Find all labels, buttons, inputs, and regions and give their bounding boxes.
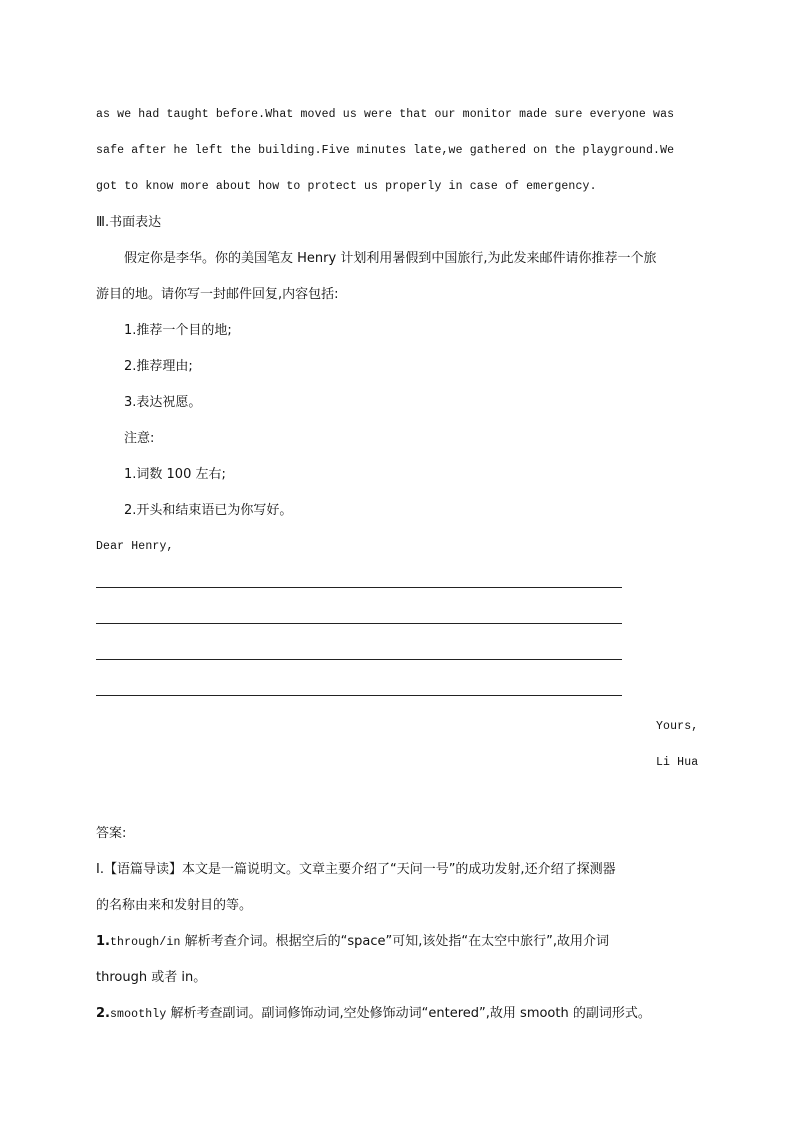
answer-line bbox=[96, 695, 622, 696]
answer-key: through/in bbox=[109, 936, 181, 949]
note-label: 注意: bbox=[124, 431, 155, 446]
note-item: 1.词数 100 左右; bbox=[124, 467, 226, 482]
section1-intro-line-1: Ⅰ.【语篇导读】本文是一篇说明文。文章主要介绍了“天问一号”的成功发射,还介绍了探测器 bbox=[96, 862, 616, 877]
section-heading: Ⅲ.书面表达 bbox=[96, 215, 162, 230]
closing: Yours, bbox=[656, 720, 699, 733]
answers-label: 答案: bbox=[96, 826, 127, 841]
signature: Li Hua bbox=[656, 756, 699, 769]
answer-explanation: 解析考查副词。副词修饰动词,空处修饰动词“entered”,故用 smooth 的副词形式。 bbox=[166, 1006, 651, 1021]
answer-line bbox=[96, 623, 622, 624]
answer-explanation: 解析考查介词。根据空后的“space”可知,该处指“在太空中旅行”,故用介词 bbox=[180, 934, 609, 949]
passage-line-3: got to know more about how to protect us properly in case of emergency. bbox=[96, 180, 597, 193]
prompt-line-2: 游目的地。请你写一封邮件回复,内容包括: bbox=[96, 287, 339, 302]
answer-number: 1. bbox=[96, 934, 110, 949]
note-item: 2.开头和结束语已为你写好。 bbox=[124, 503, 293, 518]
requirement-item: 2.推荐理由; bbox=[124, 359, 193, 374]
requirement-item: 3.表达祝愿。 bbox=[124, 395, 202, 410]
salutation: Dear Henry, bbox=[96, 540, 174, 553]
answer-key: smoothly bbox=[109, 1008, 167, 1021]
passage-line-2: safe after he left the building.Five minutes late,we gathered on the playground.We bbox=[96, 144, 675, 157]
answer-1-continued: through 或者 in。 bbox=[96, 970, 207, 985]
passage-line-1: as we had taught before.What moved us were that our monitor made sure everyone was bbox=[96, 108, 675, 121]
answer-line bbox=[96, 659, 622, 660]
section1-intro-line-2: 的名称由来和发射目的等。 bbox=[96, 898, 253, 913]
requirement-item: 1.推荐一个目的地; bbox=[124, 323, 232, 338]
answer-line bbox=[96, 587, 622, 588]
answer-number: 2. bbox=[96, 1006, 110, 1021]
answer-1 bbox=[96, 934, 609, 951]
answer-2 bbox=[96, 1006, 651, 1023]
prompt-line-1: 假定你是李华。你的美国笔友 Henry 计划利用暑假到中国旅行,为此发来邮件请你推荐一个旅 bbox=[124, 251, 657, 266]
